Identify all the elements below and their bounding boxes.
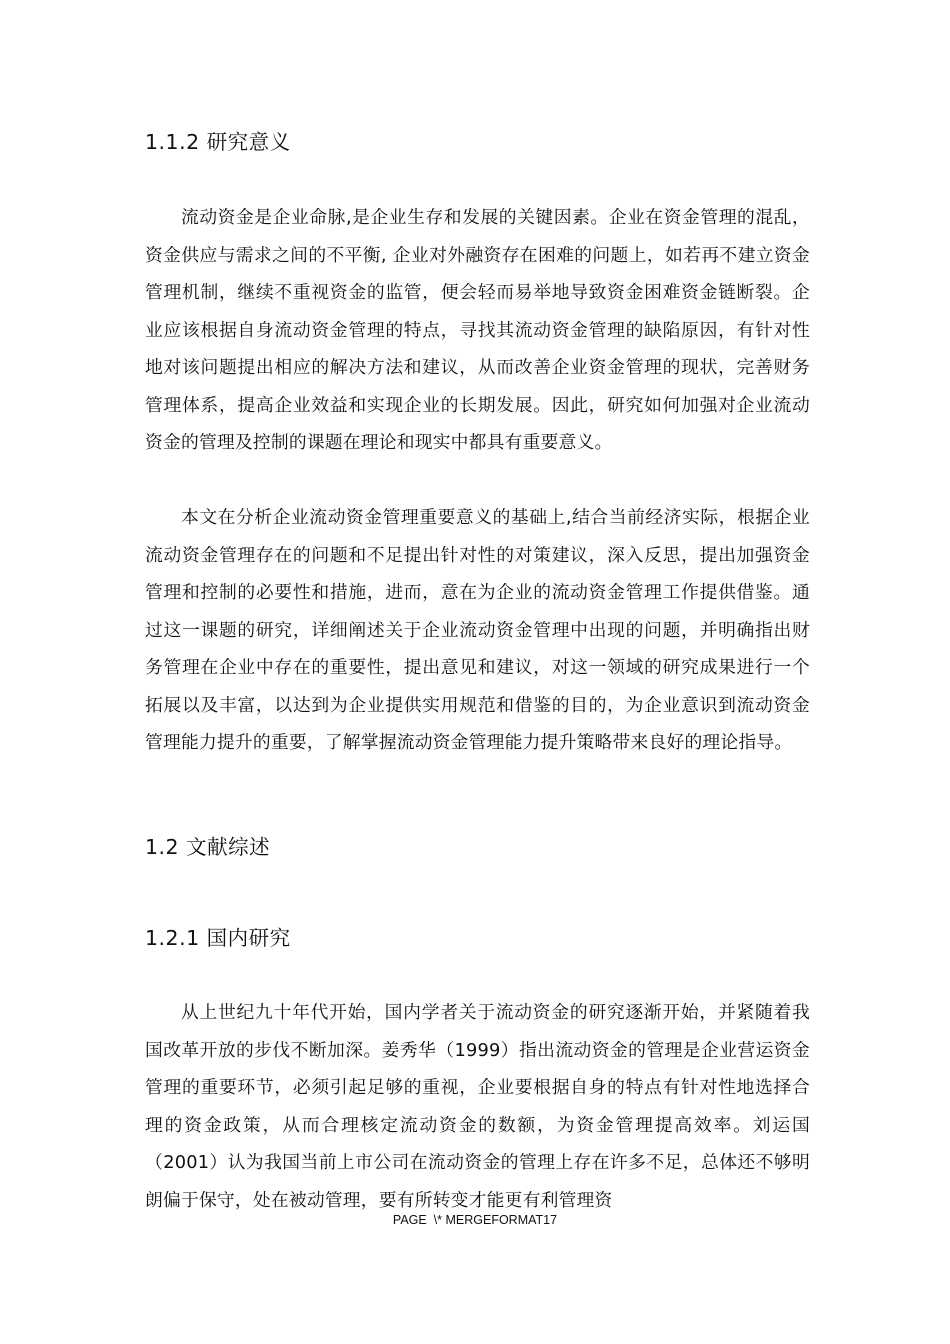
page-number-field: PAGE \* MERGEFORMAT17 — [392, 1213, 558, 1227]
heading-domestic-research: 1.2.1 国内研究 — [145, 926, 291, 950]
paragraph-domestic-research-1: 从上世纪九十年代开始，国内学者关于流动资金的研究逐渐开始，并紧随着我国改革开放的步伐不断加深。姜秀华（1999）指出流动资金的管理是企业营运资金管理的重要环节，必须引起足够的重视，企业要根据自身的特点有针对性地选择合理的资金政策，从而合理核定流动资金的数额，为资金管理提高效率。刘运国（2001）认为我国当前上市公司在流动资金的管理上存在许多不足，总体还不够明朗偏于保守，处在被动管理，要有所转变才能更有利管理资 — [145, 1002, 810, 1211]
paragraph-significance-1: 流动资金是企业命脉,是企业生存和发展的关键因素。企业在资金管理的混乱，资金供应与需求之间的不平衡, 企业对外融资存在困难的问题上，如若再不建立资金管理机制，继续不重视资金的监管，便会轻而易举地导致资金困难资金链断裂。企业应该根据自身流动资金管理的特点，寻找其流动资金管理的缺陷原因，有针对性地对该问题提出相应的解决方法和建议，从而改善企业资金管理的现状，完善财务管理体系，提高企业效益和实现企业的长期发展。因此，研究如何加强对企业流动资金的管理及控制的课题在理论和现实中都具有重要意义。 — [145, 207, 810, 453]
heading-literature-review: 1.2 文献综述 — [145, 835, 271, 859]
paragraph-significance-2: 本文在分析企业流动资金管理重要意义的基础上,结合当前经济实际，根据企业流动资金管理存在的问题和不足提出针对性的对策建议，深入反思，提出加强资金管理和控制的必要性和措施，进而，意在为企业的流动资金管理工作提供借鉴。通过这一课题的研究，详细阐述关于企业流动资金管理中出现的问题，并明确指出财务管理在企业中存在的重要性，提出意见和建议，对这一领域的研究成果进行一个拓展以及丰富，以达到为企业提供实用规范和借鉴的目的，为企业意识到流动资金管理能力提升的重要，了解掌握流动资金管理能力提升策略带来良好的理论指导。 — [145, 507, 810, 753]
heading-research-significance: 1.1.2 研究意义 — [145, 130, 291, 154]
